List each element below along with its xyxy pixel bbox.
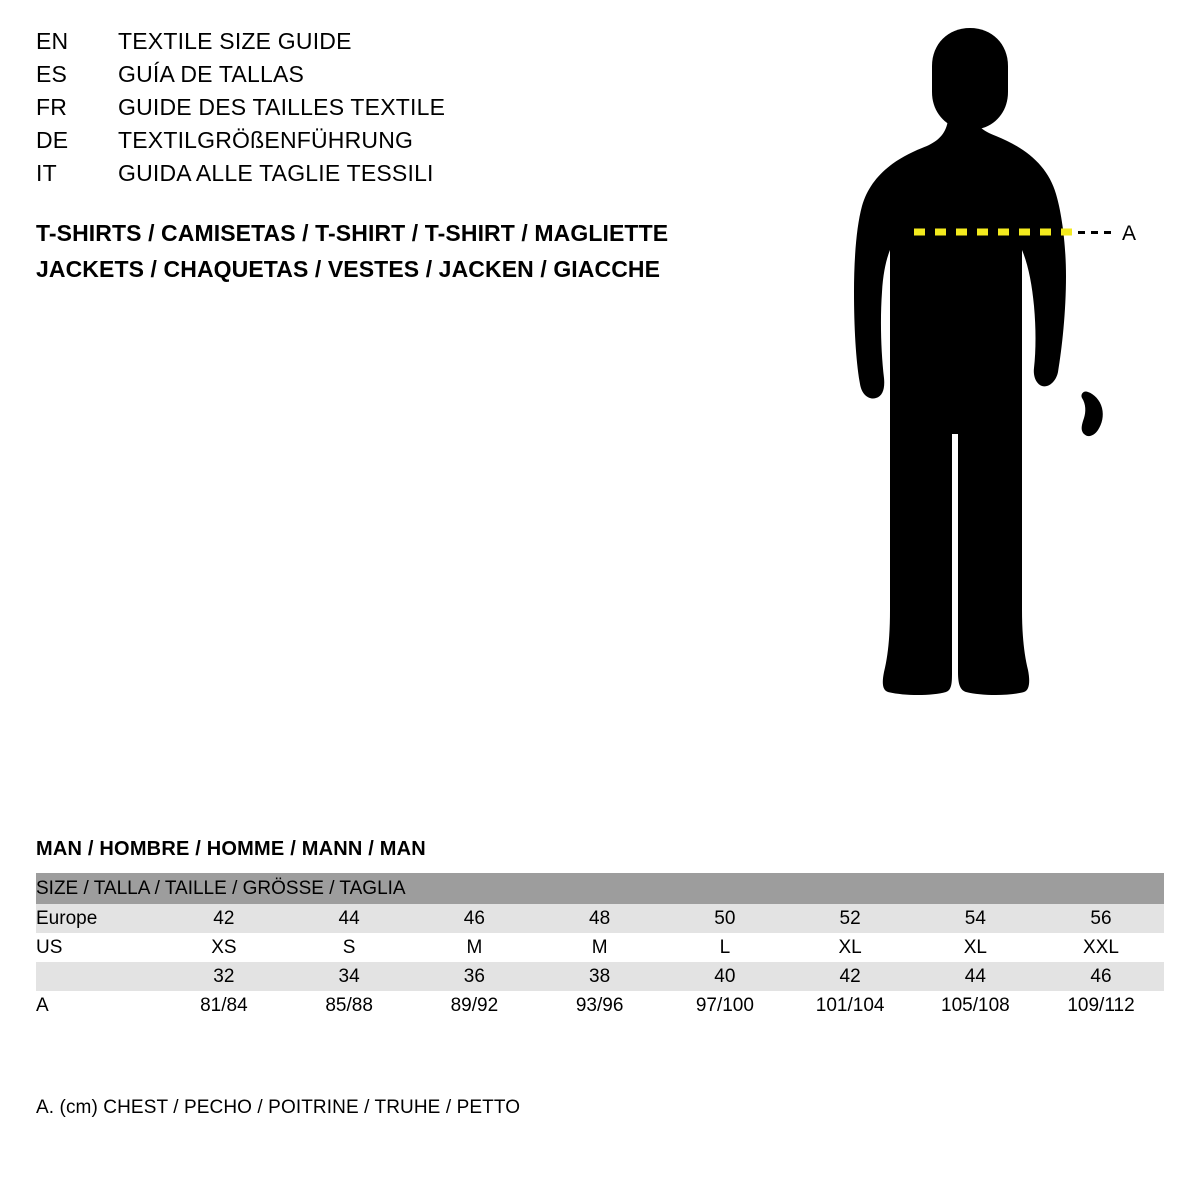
language-code: EN — [36, 28, 69, 54]
cell: 85/88 — [287, 991, 412, 1020]
cell: 101/104 — [788, 991, 913, 1020]
cell: 32 — [161, 962, 286, 991]
language-row — [36, 94, 756, 127]
silhouette-icon — [820, 20, 1180, 800]
row-label — [36, 962, 161, 991]
language-code: ES — [36, 61, 68, 87]
cell: 89/92 — [412, 991, 537, 1020]
language-title: TEXTILE SIZE GUIDE — [118, 28, 352, 54]
category-tshirts: T-SHIRTS / CAMISETAS / T-SHIRT / T-SHIRT / MAGLIETTE — [36, 220, 669, 246]
cell: XL — [788, 933, 913, 962]
cell: S — [287, 933, 412, 962]
cell: 36 — [412, 962, 537, 991]
cell: M — [537, 933, 662, 962]
table-row — [36, 991, 1164, 1020]
cell: 42 — [161, 904, 286, 933]
cell: XS — [161, 933, 286, 962]
row-label: A — [36, 991, 161, 1020]
row-label: Europe — [36, 904, 161, 933]
cell: 42 — [788, 962, 913, 991]
row-label: US — [36, 933, 161, 962]
cell: 93/96 — [537, 991, 662, 1020]
language-row — [36, 160, 756, 193]
cell: 52 — [788, 904, 913, 933]
cell: L — [662, 933, 787, 962]
chest-footnote: A. (cm) CHEST / PECHO / POITRINE / TRUHE / PETTO — [36, 1097, 521, 1118]
language-title: TEXTILGRÖßENFÜHRUNG — [118, 127, 414, 153]
table-header-row — [36, 873, 1164, 904]
category-jackets: JACKETS / CHAQUETAS / VESTES / JACKEN / GIACCHE — [36, 256, 661, 282]
cell: 81/84 — [161, 991, 286, 1020]
cell: 46 — [1038, 962, 1164, 991]
measure-label-a: A — [1122, 222, 1137, 245]
language-title: GUÍA DE TALLAS — [118, 61, 305, 87]
male-silhouette-figure — [820, 20, 1180, 800]
size-table — [36, 873, 1164, 1020]
cell: 38 — [537, 962, 662, 991]
cell: 44 — [913, 962, 1038, 991]
category-block — [36, 215, 796, 287]
language-title-block — [36, 28, 756, 193]
language-row — [36, 28, 756, 61]
cell: 46 — [412, 904, 537, 933]
cell: 50 — [662, 904, 787, 933]
table-row — [36, 933, 1164, 962]
language-code: IT — [36, 160, 57, 186]
cell: 44 — [287, 904, 412, 933]
table-header-label: SIZE / TALLA / TAILLE / GRÖSSE / TAGLIA — [36, 873, 1164, 904]
cell: 105/108 — [913, 991, 1038, 1020]
size-table-section — [36, 838, 1164, 1020]
measure-leader-line — [1078, 231, 1114, 234]
table-row — [36, 962, 1164, 991]
cell: 54 — [913, 904, 1038, 933]
language-row — [36, 127, 756, 160]
table-section-title: MAN / HOMBRE / HOMME / MANN / MAN — [36, 838, 426, 860]
cell: XL — [913, 933, 1038, 962]
cell: 56 — [1038, 904, 1164, 933]
language-title: GUIDE DES TAILLES TEXTILE — [118, 94, 446, 120]
cell: 109/112 — [1038, 991, 1164, 1020]
cell: 48 — [537, 904, 662, 933]
language-row — [36, 61, 756, 94]
cell: 40 — [662, 962, 787, 991]
table-row — [36, 904, 1164, 933]
cell: 34 — [287, 962, 412, 991]
language-code: FR — [36, 94, 68, 120]
language-code: DE — [36, 127, 69, 153]
cell: XXL — [1038, 933, 1164, 962]
language-title: GUIDA ALLE TAGLIE TESSILI — [118, 160, 434, 186]
cell: 97/100 — [662, 991, 787, 1020]
cell: M — [412, 933, 537, 962]
